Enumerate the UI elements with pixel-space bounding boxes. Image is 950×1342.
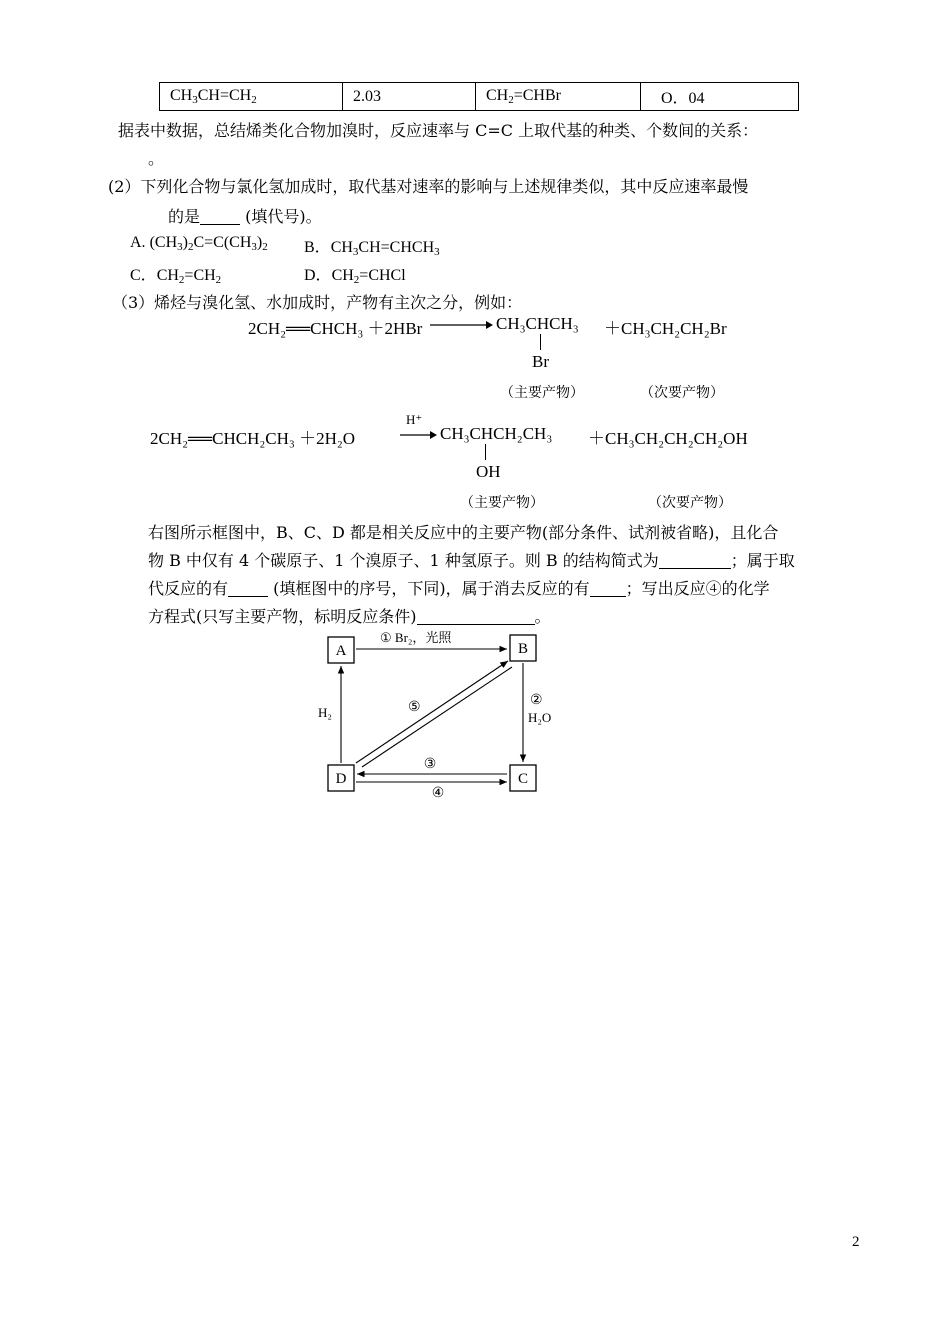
eq1-minor-label: （次要产物）	[640, 385, 724, 401]
q1-line2: 。	[148, 149, 165, 168]
q3-para-line4: 方程式(只写主要产物，标明反应条件) 。	[148, 607, 551, 626]
answer-blank-elimination[interactable]	[590, 580, 626, 597]
eq2-arrow	[398, 428, 438, 442]
reaction-1-label: ① Br₂，光照	[380, 630, 452, 645]
arrow-d-to-b	[356, 661, 508, 763]
q3-para-line1: 右图所示框图中，B、C、D 都是相关反应中的主要产物(部分条件、试剂被省略)，且化合	[148, 523, 779, 542]
node-b: B	[517, 641, 529, 657]
eq2-minor-product: ＋CH₃CH₂CH₂CH₂OH	[588, 429, 748, 448]
eq1-main-label: （主要产物）	[500, 385, 584, 401]
arrow-d-to-b-line	[362, 667, 512, 767]
q2-line2: 的是 (填代号)。	[168, 207, 322, 226]
eq1-main-substituent: Br	[532, 352, 549, 371]
page-number: 2	[852, 1234, 860, 1250]
reaction-2-label: ②	[530, 693, 543, 708]
node-c: C	[517, 771, 529, 787]
q3-para-line3: 代反应的有 (填框图中的序号，下同)，属于消去反应的有 ；写出反应④的化学	[148, 579, 770, 598]
answer-blank-b-structure[interactable]	[659, 552, 731, 569]
q2-option-b: B．$CH_3CH=CHCH_3$	[304, 239, 440, 258]
node-a: A	[335, 643, 347, 659]
table-cell-rate-2: O．04	[641, 83, 799, 111]
answer-blank-substitution[interactable]	[228, 580, 268, 597]
eq2-main-substituent: OH	[476, 462, 501, 481]
eq2-minor-label: （次要产物）	[648, 495, 732, 511]
q2-option-c: C．$CH_2=CH_2$	[130, 267, 222, 286]
eq2-condition: H⁺	[406, 412, 423, 427]
reaction-5-label: ⑤	[408, 700, 421, 715]
table-cell-compound-1: $CH_3CH=CH_2$	[160, 83, 343, 111]
q2-option-d: D．$CH_2=CHCl$	[304, 267, 406, 286]
eq2-bond	[485, 444, 486, 460]
answer-blank-q2[interactable]	[200, 208, 240, 225]
reaction-4-label: ④	[431, 786, 445, 801]
answer-blank-equation[interactable]	[417, 608, 535, 625]
rate-table	[159, 82, 799, 111]
eq2-main-product: CH₃CHCH₂CH₃	[440, 424, 553, 443]
q3-intro: （3）烯烃与溴化氢、水加成时，产物有主次之分，例如：	[112, 293, 523, 312]
reaction-2-reagent: H₂O	[528, 710, 552, 725]
q2-option-a: A. $(CH_3)_2C=C(CH_3)_2$	[130, 234, 268, 253]
table-cell-rate-1: 2.03	[343, 83, 476, 111]
node-d: D	[335, 771, 347, 787]
table-row	[160, 83, 799, 111]
reaction-3-label: ③	[423, 757, 437, 772]
table-cell-compound-2: $CH_2=CHBr$	[476, 83, 641, 111]
eq1-reactants: 2CH₂══CHCH₃ ＋2HBr	[248, 319, 423, 338]
eq1-main-product: CH₃CHCH₃	[496, 314, 579, 333]
q2-line1: (2）下列化合物与氯化氢加成时，取代基对速率的影响与上述规律类似，其中反应速率最慢	[108, 177, 749, 196]
reaction-h2-label: H₂	[318, 705, 332, 720]
q3-para-line2: 物 B 中仅有 4 个碳原子、1 个溴原子、1 种氢原子。则 B 的结构简式为 ；属于取	[148, 551, 795, 570]
eq1-arrow	[428, 318, 494, 332]
eq1-minor-product: ＋CH₃CH₂CH₂Br	[604, 319, 727, 338]
q1-line1: 据表中数据，总结烯类化合物加溴时，反应速率与 C=C 上取代基的种类、个数间的关系：	[118, 121, 759, 140]
reaction-diagram	[310, 625, 580, 805]
eq2-reactants: 2CH₂══CHCH₂CH₃ ＋2H₂O	[150, 429, 356, 448]
eq1-bond	[540, 334, 541, 350]
eq2-main-label: （主要产物）	[460, 495, 544, 511]
